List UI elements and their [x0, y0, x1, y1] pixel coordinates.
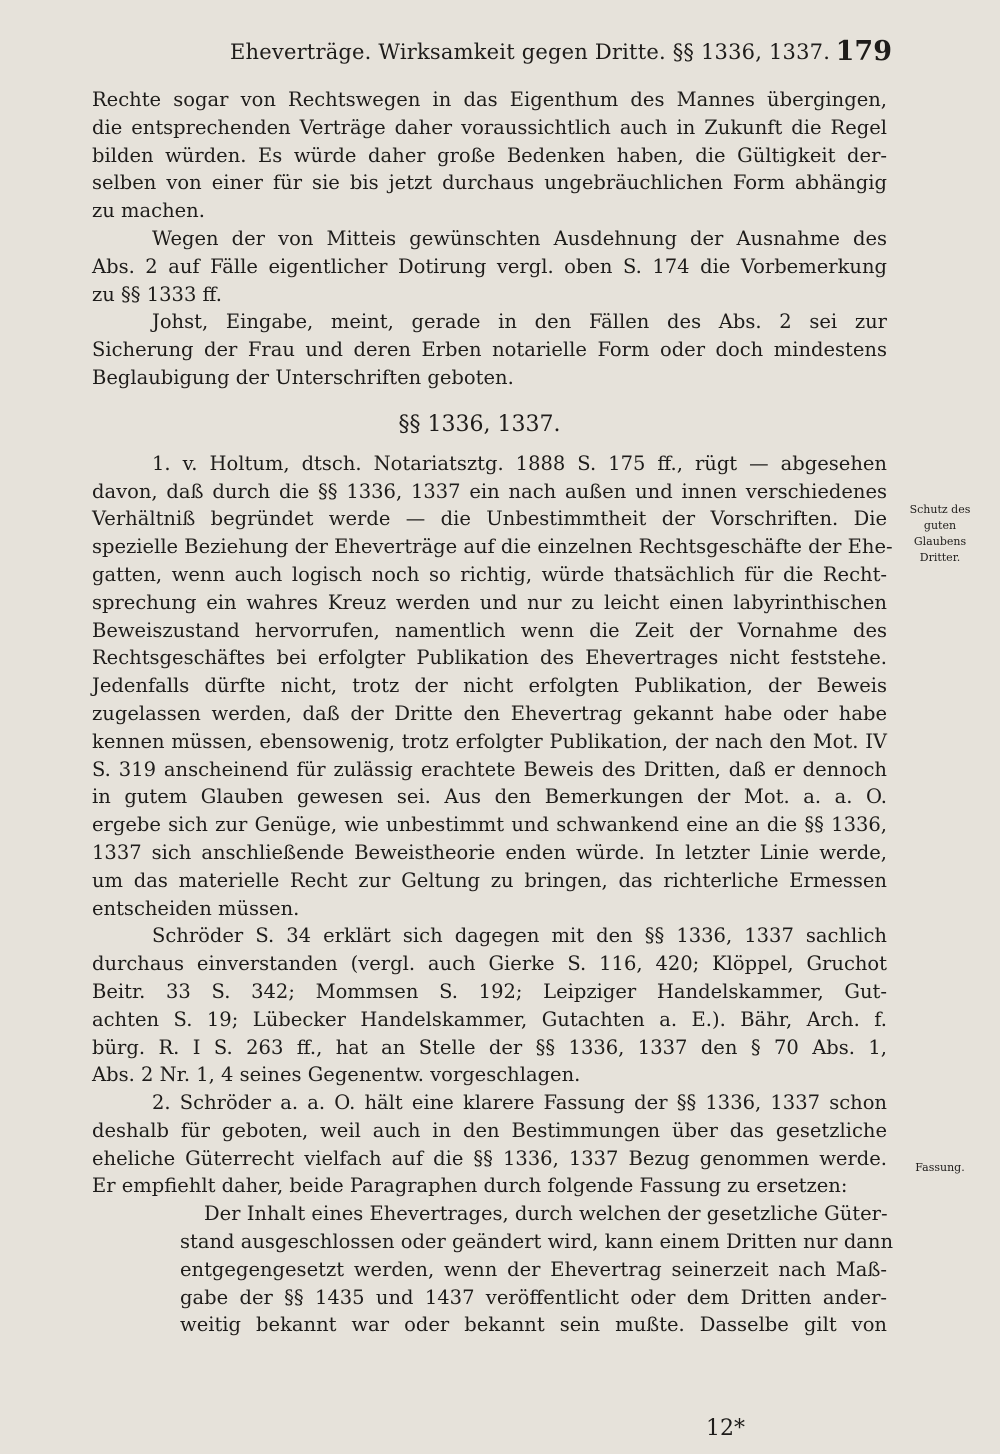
text-line: Beweiszustand hervorrufen, namentlich wenn die Zeit der Vornahme des	[92, 618, 887, 642]
quote-line: entgegengesetzt werden, wenn der Ehevertrag seinerzeit nach Maß-	[180, 1257, 887, 1281]
text-line: selben von einer für sie bis jetzt durchaus ungebräuchlichen Form abhängig	[92, 171, 887, 195]
text-line: entscheiden müssen.	[92, 896, 300, 920]
text-line: Beitr. 33 S. 342; Mommsen S. 192; Leipziger Handelskammer, Gut-	[92, 979, 887, 1003]
text-line: Abs. 2 auf Fälle eigentlicher Dotirung vergl. oben S. 174 die Vorbemerkung	[92, 254, 887, 278]
text-line: durchaus einverstanden (vergl. auch Gierke S. 116, 420; Klöppel, Gruchot	[92, 952, 887, 976]
text-line: Rechte sogar von Rechtswegen in das Eigenthum des Mannes übergingen,	[92, 88, 887, 111]
paragraph-1	[92, 86, 887, 225]
text-line: Jedenfalls dürfte nicht, trotz der nicht erfolgten Publikation, der Beweis	[92, 674, 887, 698]
text-line: spezielle Beziehung der Eheverträge auf die einzelnen Rechtsgeschäfte der Ehe-	[92, 535, 893, 559]
text-line: zugelassen werden, daß der Dritte den Ehevertrag gekannt habe oder habe	[92, 701, 887, 725]
quote-line: weitig bekannt war oder bekannt sein mußte. Dasselbe gilt von	[180, 1313, 887, 1337]
section-paragraph-1	[92, 450, 893, 923]
text-line: Beglaubigung der Unterschriften geboten.	[92, 365, 514, 389]
paragraph-2	[92, 225, 887, 308]
text-line: Abs. 2 Nr. 1, 4 seines Gegenentw. vorgeschlagen.	[92, 1063, 581, 1087]
page-header	[92, 36, 892, 76]
text-line: zu machen.	[92, 199, 205, 223]
signature-mark: 12*	[706, 1416, 745, 1441]
text-line: S. 319 anscheinend für zulässig erachtete Beweis des Dritten, daß er dennoch	[92, 757, 887, 781]
page-number: 179	[835, 36, 892, 67]
section-paragraph-2	[92, 922, 887, 1089]
text-line: sprechung ein wahres Kreuz werden und nur zu leicht einen labyrinthischen	[92, 590, 887, 614]
text-line: Verhältniß begründet werde — die Unbestimmtheit der Vorschriften. Die	[92, 507, 887, 531]
text-line: davon, daß durch die §§ 1336, 1337 ein nach außen und innen verschiedenes	[92, 479, 887, 503]
text-line: 2. Schröder a. a. O. hält eine klarere Fassung der §§ 1336, 1337 schon	[152, 1091, 887, 1115]
text-line: Schröder S. 34 erklärt sich dagegen mit den §§ 1336, 1337 sachlich	[152, 924, 887, 948]
text-line: bilden würden. Es würde daher große Bedenken haben, die Gültigkeit der-	[92, 143, 887, 167]
text-line: in gutem Glauben gewesen sei. Aus den Bemerkungen der Mot. a. a. O.	[92, 785, 887, 809]
text-line: ergebe sich zur Genüge, wie unbestimmt und schwankend eine an die §§ 1336,	[92, 813, 887, 837]
text-line: Johst, Eingabe, meint, gerade in den Fällen des Abs. 2 sei zur	[152, 310, 887, 334]
text-line: gatten, wenn auch logisch noch so richtig, würde thatsächlich für die Recht-	[92, 562, 887, 586]
page-body	[92, 86, 894, 1339]
text-line: kennen müssen, ebensowenig, trotz erfolgter Publikation, der nach den Mot. IV	[92, 729, 887, 753]
paragraph-3	[92, 308, 887, 391]
text-line: Sicherung der Frau und deren Erben notarielle Form oder doch mindestens	[92, 338, 887, 362]
running-head: Eheverträge. Wirksamkeit gegen Dritte. §§ 1336, 1337.	[230, 40, 831, 64]
text-line: achten S. 19; Lübecker Handelskammer, Gutachten a. E.). Bähr, Arch. f.	[92, 1007, 887, 1031]
text-line: um das materielle Recht zur Geltung zu bringen, das richterliche Ermessen	[92, 868, 887, 892]
margin-note-fassung: Fassung.	[915, 1161, 965, 1174]
section-heading: §§ 1336, 1337.	[398, 411, 561, 437]
text-line: zu §§ 1333 ff.	[92, 282, 222, 306]
text-line: 1. v. Holtum, dtsch. Notariatsztg. 1888 S. 175 ff., rügt — abgesehen	[152, 451, 887, 475]
text-line: bürg. R. I S. 263 ff., hat an Stelle der §§ 1336, 1337 den § 70 Abs. 1,	[92, 1035, 887, 1059]
section-paragraph-3	[92, 1089, 887, 1200]
text-line: Er empfiehlt daher, beide Paragraphen durch folgende Fassung zu ersetzen:	[92, 1174, 848, 1198]
margin-note-schutz: Schutz des guten Glaubens Dritter.	[909, 503, 971, 564]
text-line: deshalb für geboten, weil auch in den Bestimmungen über das gesetzliche	[92, 1118, 887, 1142]
text-line: Rechtsgeschäftes bei erfolgter Publikation des Ehevertrages nicht feststehe.	[92, 646, 887, 670]
text-line: 1337 sich anschließende Beweistheorie enden würde. In letzter Linie werde,	[92, 840, 887, 864]
text-line: Wegen der von Mitteis gewünschten Ausdehnung der Ausnahme des	[152, 226, 887, 250]
quote-line: Der Inhalt eines Ehevertrages, durch welchen der gesetzliche Güter-	[204, 1202, 888, 1226]
quote-line: stand ausgeschlossen oder geändert wird, kann einem Dritten nur dann	[180, 1230, 894, 1254]
text-line: die entsprechenden Verträge daher voraussichtlich auch in Zukunft die Regel	[92, 115, 887, 139]
text-line: eheliche Güterrecht vielfach auf die §§ 1336, 1337 Bezug genommen werde.	[92, 1146, 887, 1170]
block-quote	[92, 1200, 894, 1339]
quote-line: gabe der §§ 1435 und 1437 veröffentlicht oder dem Dritten ander-	[180, 1285, 887, 1309]
